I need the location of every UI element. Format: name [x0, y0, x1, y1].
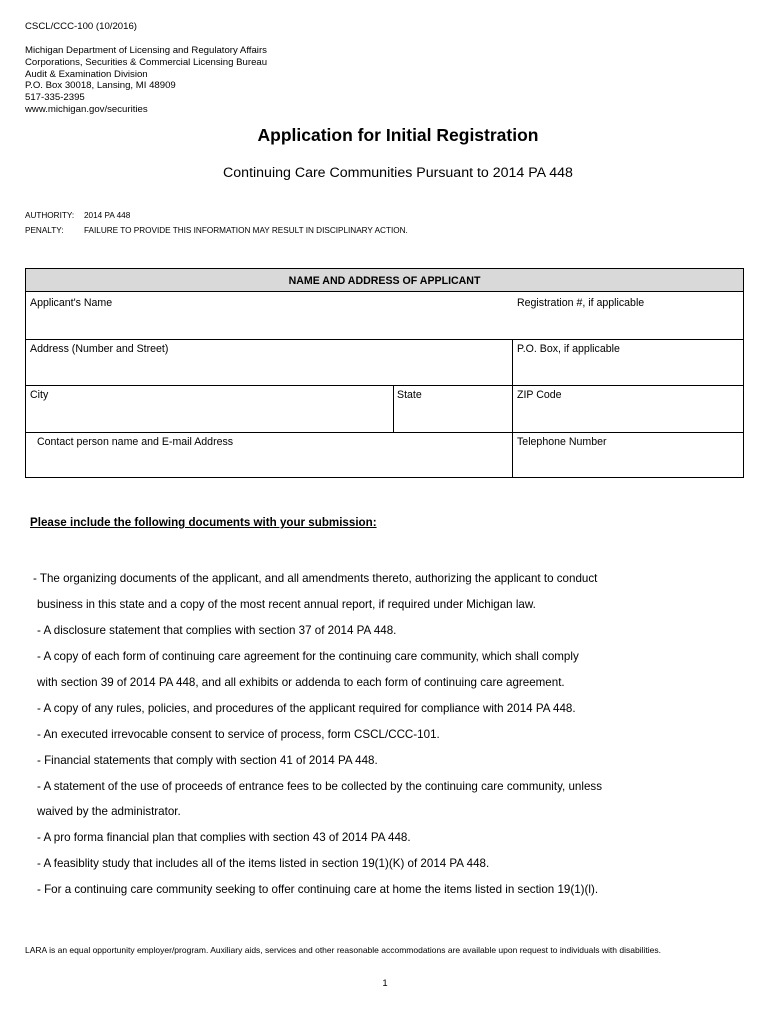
document-item: - An executed irrevocable consent to service of process, form CSCL/CCC-101.: [37, 728, 440, 741]
document-item: - A copy of each form of continuing care agreement for the continuing care community, which shall comply: [37, 650, 579, 663]
document-item: - For a continuing care community seeking to offer continuing care at home the items listed in section 19(1)(l).: [37, 883, 599, 896]
document-subtitle: Continuing Care Communities Pursuant to 2014 PA 448: [223, 165, 573, 181]
document-item: - A pro forma financial plan that complies with section 43 of 2014 PA 448.: [37, 831, 411, 844]
telephone-field[interactable]: Telephone Number: [517, 436, 607, 448]
authority-line: [25, 211, 130, 220]
address-field[interactable]: Address (Number and Street): [30, 343, 169, 355]
footer-note: LARA is an equal opportunity employer/program. Auxiliary aids, services and other reasonable accommodations are available upon request to individuals with disabilities.: [25, 945, 661, 955]
documents-heading: Please include the following documents with your submission:: [30, 516, 377, 529]
division-name: Audit & Examination Division: [25, 69, 148, 80]
po-box-field[interactable]: P.O. Box, if applicable: [517, 343, 620, 355]
bureau-name: Corporations, Securities & Commercial Licensing Bureau: [25, 57, 268, 68]
document-item: business in this state and a copy of the most recent annual report, if required under Michigan law.: [37, 598, 536, 611]
document-item: - A copy of any rules, policies, and procedures of the applicant required for compliance with 2014 PA 448.: [37, 702, 576, 715]
document-item: - A statement of the use of proceeds of entrance fees to be collected by the continuing care community, unless: [37, 780, 602, 793]
table-column-divider: [393, 385, 394, 432]
agency-phone: 517-335-2395: [25, 92, 85, 103]
document-item: with section 39 of 2014 PA 448, and all exhibits or addenda to each form of continuing care agreement.: [37, 676, 565, 689]
state-field[interactable]: State: [397, 389, 422, 401]
page-number: 1: [382, 978, 388, 989]
agency-address: P.O. Box 30018, Lansing, MI 48909: [25, 80, 176, 91]
authority-value: 2014 PA 448: [84, 211, 131, 220]
penalty-line: [25, 226, 408, 235]
table-column-divider: [512, 339, 513, 478]
document-title: Application for Initial Registration: [257, 125, 539, 145]
penalty-label: PENALTY:: [25, 226, 64, 235]
applicant-name-field[interactable]: Applicant's Name: [30, 297, 113, 309]
form-id: CSCL/CCC-100 (10/2016): [25, 21, 137, 32]
document-item: - Financial statements that comply with section 41 of 2014 PA 448.: [37, 754, 378, 767]
document-item: - A disclosure statement that complies with section 37 of 2014 PA 448.: [37, 624, 397, 637]
document-item: - The organizing documents of the applicant, and all amendments thereto, authorizing the applicant to conduct: [33, 572, 598, 585]
table-divider: [26, 432, 743, 433]
agency-website: www.michigan.gov/securities: [25, 104, 148, 115]
zip-field[interactable]: ZIP Code: [517, 389, 562, 401]
registration-number-field[interactable]: Registration #, if applicable: [517, 297, 645, 309]
contact-field[interactable]: Contact person name and E-mail Address: [37, 436, 234, 448]
document-item: waived by the administrator.: [37, 805, 181, 818]
penalty-value: FAILURE TO PROVIDE THIS INFORMATION MAY RESULT IN DISCIPLINARY ACTION.: [84, 226, 408, 235]
document-item: - A feasiblity study that includes all of the items listed in section 19(1)(K) of 2014 PA 448.: [37, 857, 490, 870]
table-divider: [26, 385, 743, 386]
city-field[interactable]: City: [30, 389, 49, 401]
agency-name: Michigan Department of Licensing and Regulatory Affairs: [25, 45, 267, 56]
applicant-table: [25, 268, 744, 478]
applicant-table-heading: NAME AND ADDRESS OF APPLICANT: [26, 269, 743, 292]
authority-label: AUTHORITY:: [25, 211, 75, 220]
table-divider: [26, 339, 743, 340]
